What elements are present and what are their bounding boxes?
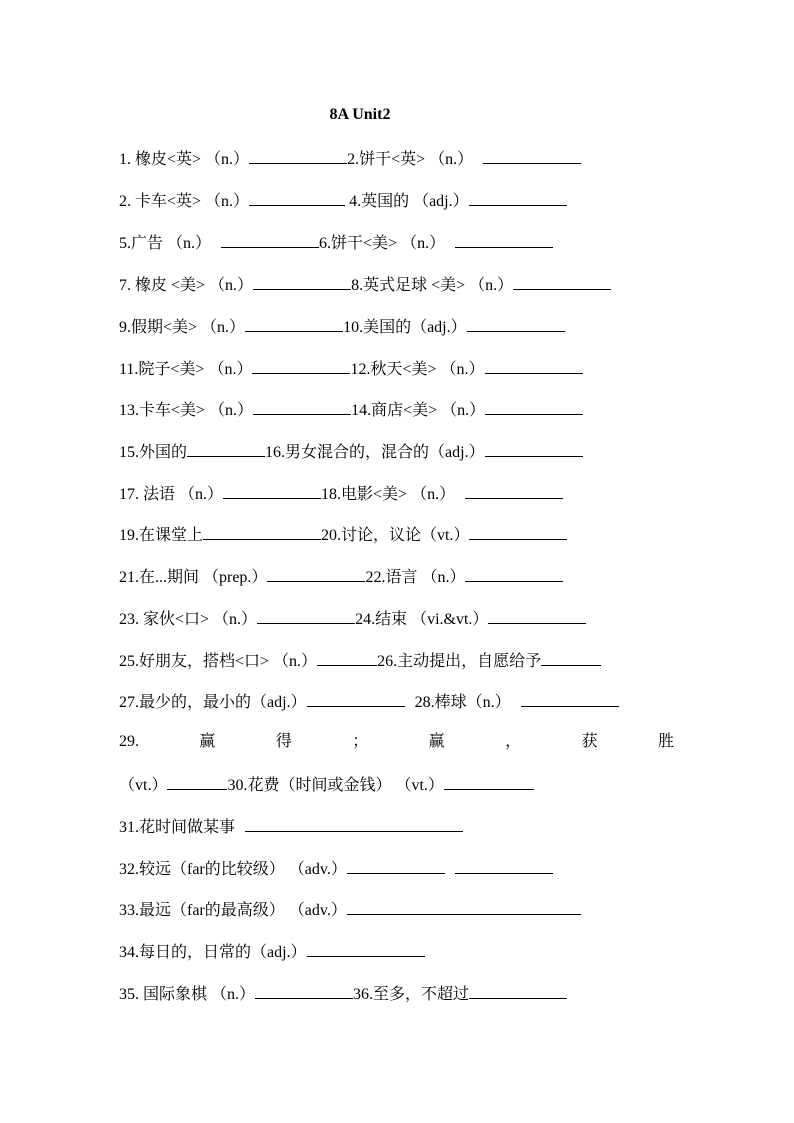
prompt-16: 16.男女混合的，混合的（adj.） (265, 444, 485, 461)
answer-blank-27[interactable] (307, 689, 405, 707)
answer-blank-2[interactable] (483, 146, 581, 164)
prompt-10: 10.美国的（adj.） (343, 319, 467, 336)
answer-blank-19[interactable] (203, 522, 321, 540)
prompt-29-part: ； (352, 733, 369, 750)
answer-blank-33[interactable] (347, 897, 581, 915)
prompt-33: 33.最远（far的最高级） （adv.） (119, 902, 347, 919)
prompt-4: 4.英国的 （adj.） (345, 193, 469, 210)
prompt-3: 2. 卡车<英> （n.） (119, 193, 250, 210)
prompt-32: 32.较远（far的比较级） （adv.） (119, 861, 347, 878)
answer-blank-5[interactable] (221, 230, 319, 248)
answer-blank-35[interactable] (255, 981, 353, 999)
answer-blank-26[interactable] (541, 648, 601, 666)
answer-blank-11[interactable] (252, 356, 350, 374)
prompt-25: 25.好朋友，搭档<口> （n.） (119, 653, 318, 670)
answer-blank-23[interactable] (257, 606, 355, 624)
prompt-11: 11.院子<美> （n.） (119, 361, 253, 378)
question-line-20 (119, 939, 425, 963)
question-line-14 (119, 689, 619, 713)
answer-blank-15[interactable] (187, 439, 265, 457)
prompt-9: 9.假期<美> （n.） (119, 319, 246, 336)
prompt-8: 8.英式足球 <美> （n.） (351, 277, 514, 294)
prompt-26: 26.主动提出，自愿给予 (377, 653, 542, 670)
prompt-29-part: 获 (581, 733, 598, 750)
answer-blank-28[interactable] (521, 689, 619, 707)
answer-blank-34[interactable] (307, 939, 425, 957)
prompt-5: 5.广告 （n.） (119, 235, 212, 252)
answer-blank-31[interactable] (245, 814, 463, 832)
answer-blank-1[interactable] (249, 146, 347, 164)
prompt-24: 24.结束 （vi.&vt.） (355, 611, 489, 628)
answer-blank-24[interactable] (488, 606, 586, 624)
question-line-1 (119, 146, 581, 170)
answer-blank-4[interactable] (469, 188, 567, 206)
prompt-31: 31.花时间做某事 (119, 819, 236, 836)
prompt-29-part: 赢 (199, 733, 216, 750)
prompt-35: 35. 国际象棋 （n.） (119, 986, 256, 1003)
prompt-29-part: 29. (119, 733, 139, 750)
question-line-21 (119, 981, 567, 1005)
question-line-19 (119, 897, 581, 921)
answer-blank-7[interactable] (253, 272, 351, 290)
prompt-36: 36.至多，不超过 (353, 986, 470, 1003)
question-line-10 (119, 522, 567, 546)
question-line-18 (119, 856, 553, 880)
answer-blank-8[interactable] (513, 272, 611, 290)
question-line-13 (119, 648, 601, 672)
prompt-22: 22.语言 （n.） (365, 569, 466, 586)
question-line-12 (119, 606, 586, 630)
answer-blank-17[interactable] (223, 481, 321, 499)
question-line-7 (119, 397, 583, 421)
answer-blank-32b[interactable] (455, 856, 553, 874)
question-line-5 (119, 314, 565, 338)
prompt-27: 27.最少的，最小的（adj.） (119, 694, 307, 711)
answer-blank-9[interactable] (245, 314, 343, 332)
question-line-11 (119, 564, 563, 588)
question-line-15 (119, 730, 674, 754)
question-line-6 (119, 356, 583, 380)
question-line-8 (119, 439, 583, 463)
prompt-17: 17. 法语 （n.） (119, 486, 224, 503)
prompt-34: 34.每日的，日常的（adj.） (119, 944, 307, 961)
answer-blank-12[interactable] (485, 356, 583, 374)
question-line-16 (119, 772, 534, 796)
answer-blank-21[interactable] (267, 564, 365, 582)
answer-blank-29[interactable] (167, 772, 227, 790)
question-line-3 (119, 230, 553, 254)
prompt-18: 18.电影<美> （n.） (321, 486, 456, 503)
prompt-23: 23. 家伙<口> （n.） (119, 611, 258, 628)
answer-blank-36[interactable] (469, 981, 567, 999)
prompt-21: 21.在...期间 （prep.） (119, 569, 268, 586)
prompt-19: 19.在课堂上 (119, 527, 204, 544)
prompt-29-part: 胜 (657, 733, 674, 750)
answer-blank-16[interactable] (485, 439, 583, 457)
prompt-2: 2.饼干<英> （n.） (347, 151, 474, 168)
answer-blank-6[interactable] (455, 230, 553, 248)
answer-blank-22[interactable] (465, 564, 563, 582)
prompt-13: 13.卡车<美> （n.） (119, 402, 254, 419)
answer-blank-20[interactable] (469, 522, 567, 540)
prompt-15: 15.外国的 (119, 444, 188, 461)
answer-blank-14[interactable] (485, 397, 583, 415)
prompt-12: 12.秋天<美> （n.） (350, 361, 485, 378)
prompt-29-end: （vt.） (119, 777, 168, 794)
prompt-1: 1. 橡皮<英> （n.） (119, 151, 250, 168)
prompt-7: 7. 橡皮 <美> （n.） (119, 277, 254, 294)
answer-blank-18[interactable] (465, 481, 563, 499)
prompt-30: 30.花费（时间或金钱） （vt.） (227, 777, 444, 794)
answer-blank-32a[interactable] (347, 856, 445, 874)
answer-blank-10[interactable] (467, 314, 565, 332)
page-title: 8A Unit2 (329, 106, 391, 123)
prompt-29-part: 赢 (428, 733, 445, 750)
prompt-6: 6.饼干<美> （n.） (319, 235, 446, 252)
question-line-4 (119, 272, 611, 296)
prompt-28: 28.棒球（n.） (414, 694, 511, 711)
prompt-20: 20.讨论，议论（vt.） (321, 527, 470, 544)
question-line-2 (119, 188, 567, 212)
prompt-14: 14.商店<美> （n.） (351, 402, 486, 419)
answer-blank-25[interactable] (317, 648, 377, 666)
question-line-17 (119, 814, 463, 838)
answer-blank-30[interactable] (444, 772, 534, 790)
prompt-29-part: 得 (275, 733, 292, 750)
prompt-29-part: ， (505, 733, 522, 750)
answer-blank-13[interactable] (253, 397, 351, 415)
question-line-9 (119, 481, 563, 505)
answer-blank-3[interactable] (249, 188, 345, 206)
